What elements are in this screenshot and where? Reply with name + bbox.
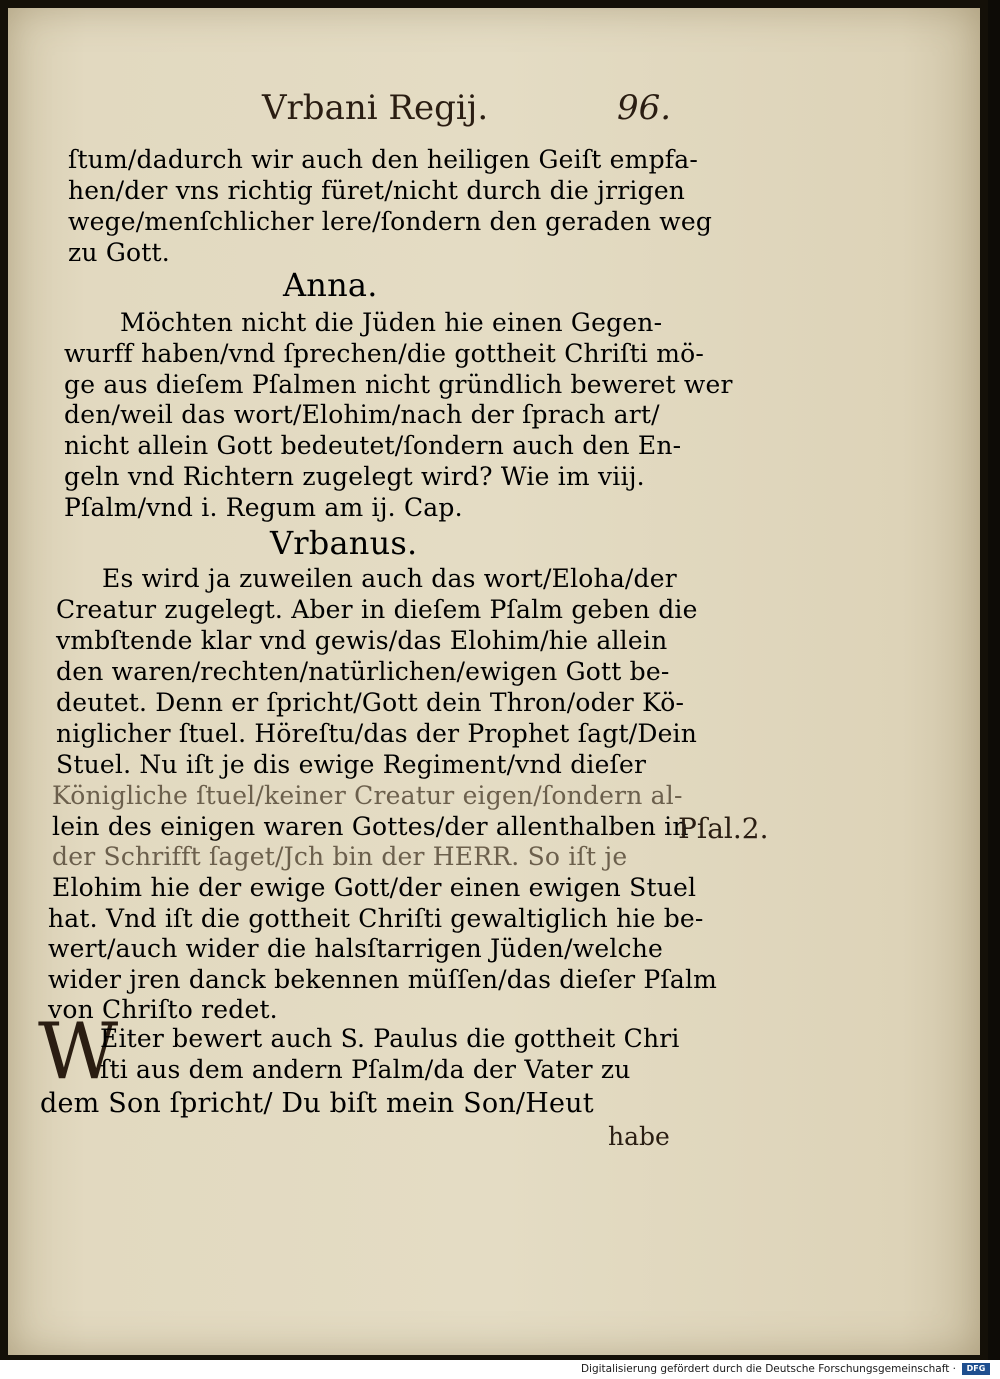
text-line: wege/menſchlicher lere/ſondern den geraden weg <box>68 207 713 236</box>
text-line: wurff haben/vnd ſprechen/die gottheit Chriſti mö- <box>64 339 705 368</box>
text-line: Stuel. Nu iſt je dis ewige Regiment/vnd dieſer <box>56 750 647 779</box>
text-line: Möchten nicht die Jüden hie einen Gegen- <box>120 308 663 337</box>
text-line: Pſalm/vnd i. Regum am ij. Cap. <box>64 493 463 522</box>
text-line: deutet. Denn er ſpricht/Gott dein Thron/oder Kö- <box>56 688 685 717</box>
text-line: Creatur zugelegt. Aber in dieſem Pſalm geben die <box>56 595 698 624</box>
speaker-heading-anna: Anna. <box>283 266 378 304</box>
footer-credit: Digitalisierung gefördert durch die Deutsche Forschungsgemeinschaft · <box>580 1363 956 1375</box>
page-number: 96. <box>617 88 672 128</box>
catchword: habe <box>608 1122 670 1151</box>
text-line: den/weil das wort/Elohim/nach der ſprach art/ <box>64 400 660 429</box>
text-line: hen/der vns richtig füret/nicht durch die jrrigen <box>68 176 686 205</box>
text-line: der Schrifft ſaget/Jch bin der HERR. So iſt je <box>52 842 628 871</box>
dfg-logo: DFG <box>962 1363 990 1375</box>
text-line: Eiter bewert auch S. Paulus die gottheit Chri <box>100 1024 680 1053</box>
text-line: lein des einigen waren Gottes/der allenthalben in <box>52 812 689 841</box>
header-title: Vrbani Regij. <box>262 88 489 128</box>
text-line: nicht allein Gott bedeutet/ſondern auch den En- <box>64 431 682 460</box>
text-line: zu Gott. <box>68 238 170 267</box>
text-line: von Chriſto redet. <box>48 995 278 1024</box>
footer-bar <box>0 1360 1000 1379</box>
text-line: niglicher ſtuel. Höreſtu/das der Prophet ſagt/Dein <box>56 719 698 748</box>
text-line: hat. Vnd iſt die gottheit Chriſti gewaltiglich hie be- <box>48 904 704 933</box>
text-line: geln vnd Richtern zugelegt wird? Wie im viij. <box>64 462 645 491</box>
text-line: Es wird ja zuweilen auch das wort/Eloha/der <box>102 564 677 593</box>
text-line: ge aus dieſem Pſalmen nicht gründlich beweret wer <box>64 370 733 399</box>
text-line: vmbſtende klar vnd gewis/das Elohim/hie allein <box>56 626 668 655</box>
margin-note-psalm: Pſal.2. <box>678 812 769 845</box>
text-line: wider jren danck bekennen müſſen/das dieſer Pſalm <box>48 965 718 994</box>
text-line: Königliche ſtuel/keiner Creatur eigen/ſondern al- <box>52 781 683 810</box>
speaker-heading-urbanus: Vrbanus. <box>270 524 418 562</box>
text-line: ſti aus dem andern Pſalm/da der Vater zu <box>100 1055 631 1084</box>
scan-edge <box>988 0 1000 1360</box>
text-line: dem Son ſpricht/ Du biſt mein Son/Heut <box>40 1088 594 1119</box>
text-line: wert/auch wider die halsſtarrigen Jüden/welche <box>48 934 664 963</box>
text-line: ſtum/dadurch wir auch den heiligen Geiſt empfa- <box>68 145 698 174</box>
text-line: Elohim hie der ewige Gott/der einen ewigen Stuel <box>52 873 697 902</box>
text-line: den waren/rechten/natürlichen/ewigen Gott be- <box>56 657 670 686</box>
drop-cap-initial: W <box>38 1007 119 1097</box>
